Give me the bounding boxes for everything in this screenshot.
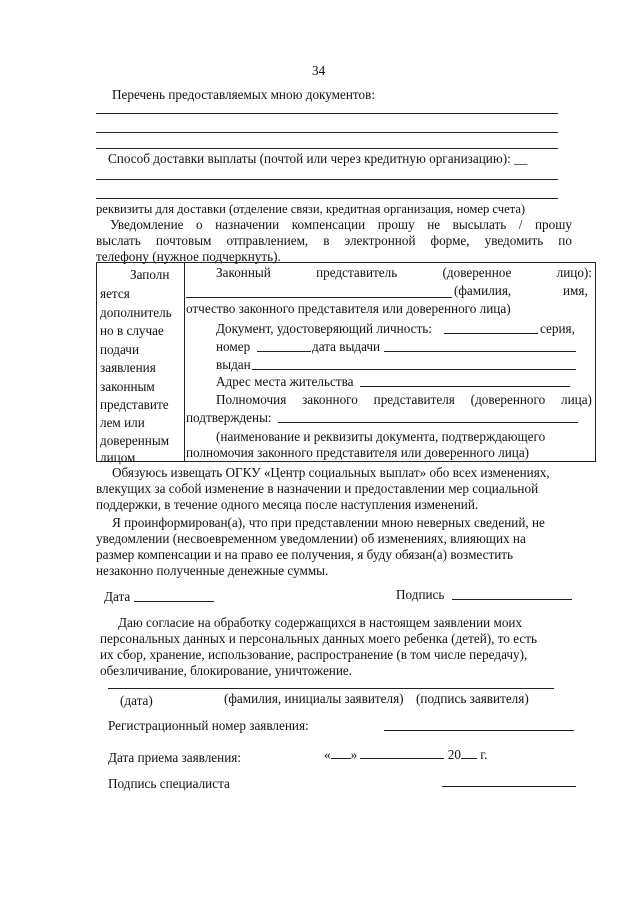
delivery-details-label: реквизиты для доставки (отделение связи, кредитная организация, номер счета) — [96, 202, 526, 216]
documents-list-label: Перечень предоставляемых мною документов: — [112, 87, 376, 102]
address-field[interactable] — [360, 386, 570, 387]
consent-line-2: персональных данных и персональных данных моего ребенка (детей), то есть — [100, 631, 538, 646]
consent-line-4: обезличивание, блокирование, уничтожение. — [100, 663, 353, 678]
caption-date: (дата) — [120, 693, 153, 708]
issue-date-field[interactable] — [384, 351, 576, 352]
receipt-date-group — [324, 746, 487, 763]
left-col-line-8: представите — [100, 397, 169, 412]
receipt-month-field[interactable] — [360, 746, 444, 759]
page-number: 34 — [312, 63, 326, 78]
obligation-line-1: Обязуюсь извещать ОГКУ «Центр социальных выплат» обо всех изменениях, — [112, 465, 550, 480]
id-doc-label: Документ, удостоверяющий личность: — [216, 321, 432, 336]
receipt-date-label: Дата приема заявления: — [108, 750, 242, 765]
registration-number-field[interactable] — [384, 730, 574, 731]
left-col-line-10: доверенным — [100, 433, 170, 448]
quote-open: « — [324, 747, 331, 762]
receipt-day-field[interactable] — [331, 746, 351, 759]
delivery-line-1[interactable] — [96, 179, 558, 180]
doc-hint-line-2: полномочия законного представителя или доверенного лица) — [186, 445, 530, 460]
specialist-signature-label: Подпись специалиста — [108, 776, 230, 791]
left-col-line-7: законным — [100, 379, 155, 394]
left-col-line-3: дополнитель — [100, 305, 172, 320]
left-col-line-1: Заполн — [130, 267, 170, 282]
issued-by-label: выдан — [216, 357, 251, 372]
rep-name-field[interactable] — [186, 297, 452, 298]
rep-name-hint-2: отчество законного представителя или доверенного лица) — [186, 301, 511, 316]
rep-name-hint: (фамилия, — [454, 283, 512, 298]
receipt-year-field[interactable] — [461, 746, 477, 759]
rep-line-1: Законный представитель (доверенное лицо): — [216, 265, 592, 280]
obligation-line-2: влекущих за собой изменение в назначении и предоставлении мер социальной — [96, 481, 539, 496]
year-prefix: 20 — [447, 747, 461, 762]
confirmed-label: подтверждены: — [186, 410, 272, 425]
obligation-line-3: поддержки, в течение одного месяца после наступления изменений. — [96, 497, 479, 512]
documents-line-3[interactable] — [96, 148, 558, 149]
left-col-line-9: лем или — [100, 415, 145, 430]
left-col-line-6: заявления — [100, 360, 156, 375]
documents-line-1[interactable] — [96, 113, 558, 114]
informed-line-1: Я проинформирован(а), что при представлении мною неверных сведений, не — [112, 515, 545, 530]
caption-signature: (подпись заявителя) — [416, 691, 529, 706]
caption-name: (фамилия, инициалы заявителя) — [224, 691, 404, 706]
specialist-signature-field[interactable] — [442, 786, 576, 787]
left-col-line-2: яется — [100, 286, 130, 301]
applicant-sign-line[interactable] — [108, 688, 554, 689]
delivery-method-label: Способ доставки выплаты (почтой или через кредитную организацию): __ — [108, 151, 528, 166]
date-field[interactable] — [134, 601, 214, 602]
left-col-line-4: но в случае — [100, 323, 164, 338]
issue-date-label: дата выдачи — [312, 339, 381, 354]
id-doc-field[interactable] — [444, 333, 538, 334]
date-label: Дата — [104, 589, 131, 604]
notification-line-3: телефону (нужное подчеркнуть). — [96, 249, 281, 264]
informed-line-3: размер компенсации и на право ее получения, я буду обязан(а) возместить — [96, 547, 514, 562]
address-label: Адрес места жительства — [216, 374, 354, 389]
registration-number-label: Регистрационный номер заявления: — [108, 718, 309, 733]
documents-line-2[interactable] — [96, 132, 558, 133]
signature-label: Подпись — [396, 587, 445, 602]
doc-hint-line-1: (наименование и реквизиты документа, подтверждающего — [216, 429, 546, 444]
number-label: номер — [216, 339, 251, 354]
series-label: серия, — [540, 321, 575, 336]
informed-line-4: незаконно полученные денежные суммы. — [96, 563, 329, 578]
notification-line-2: выслать почтовым отправлением, в электронной форме, уведомить по — [96, 233, 572, 248]
delivery-line-2[interactable] — [96, 198, 558, 199]
informed-line-2: уведомлении (несвоевременном уведомлении) об изменениях, влияющих на — [96, 531, 526, 546]
number-field[interactable] — [257, 351, 311, 352]
authority-line: Полномочия законного представителя (доверенного лица) — [216, 392, 592, 407]
issued-by-field[interactable] — [252, 369, 576, 370]
quote-close: » — [350, 747, 358, 762]
consent-line-1: Даю согласие на обработку содержащихся в настоящем заявлении моих — [118, 615, 523, 630]
consent-line-3: их сбор, хранение, использование, распространение (в том числе передачу), — [100, 647, 528, 662]
left-col-line-5: подачи — [100, 342, 139, 357]
year-suffix: г. — [480, 747, 488, 762]
signature-field[interactable] — [452, 599, 572, 600]
table-divider — [184, 263, 185, 461]
rep-name-hint-tail: имя, — [563, 283, 588, 298]
notification-line-1: Уведомление о назначении компенсации прошу не высылать / прошу — [110, 217, 572, 232]
left-col-line-11: лицом — [100, 450, 136, 465]
confirmed-field[interactable] — [278, 422, 578, 423]
